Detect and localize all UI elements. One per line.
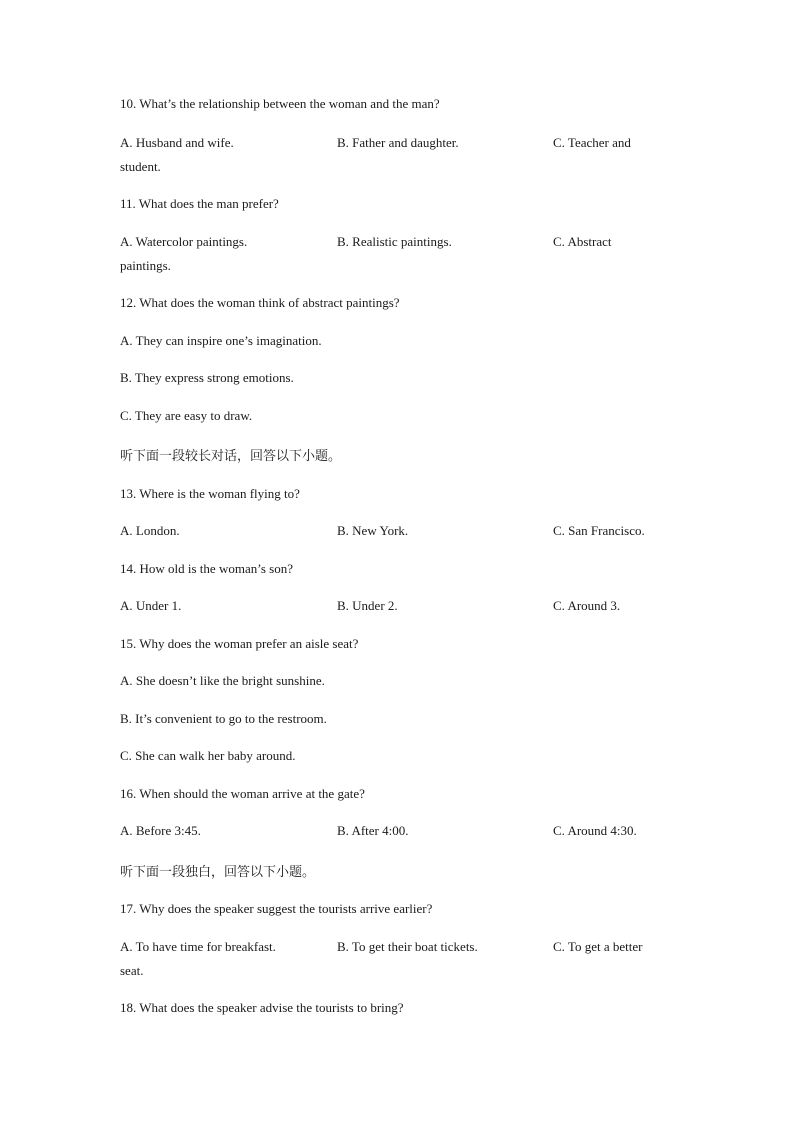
question-12-stem: 12. What does the woman think of abstract paintings? bbox=[120, 295, 400, 310]
question-15-option-c: C. She can walk her baby around. bbox=[120, 748, 296, 763]
question-11-option-c-continued: paintings. bbox=[120, 258, 171, 273]
question-18-stem: 18. What does the speaker advise the tourists to bring? bbox=[120, 1000, 404, 1015]
question-10-option-c-continued: student. bbox=[120, 159, 161, 174]
section-instruction-dialogue: 听下面一段较长对话，回答以下小题。 bbox=[120, 449, 342, 464]
question-11-option-a: A. Watercolor paintings. bbox=[120, 234, 248, 249]
question-12-option-a: A. They can inspire one’s imagination. bbox=[120, 333, 322, 348]
question-12-option-c: C. They are easy to draw. bbox=[120, 408, 253, 423]
question-10-option-b: B. Father and daughter. bbox=[337, 135, 459, 150]
question-15-option-a: A. She doesn’t like the bright sunshine. bbox=[120, 673, 325, 688]
question-15-stem: 15. Why does the woman prefer an aisle seat? bbox=[120, 636, 359, 651]
question-17-option-b: B. To get their boat tickets. bbox=[337, 939, 478, 954]
question-14-stem: 14. How old is the woman’s son? bbox=[120, 561, 293, 576]
question-17-option-c: C. To get a better bbox=[553, 939, 643, 954]
question-14-option-a: A. Under 1. bbox=[120, 598, 182, 613]
question-12-option-b: B. They express strong emotions. bbox=[120, 370, 294, 385]
question-16-stem: 16. When should the woman arrive at the gate? bbox=[120, 786, 365, 801]
question-13-option-c: C. San Francisco. bbox=[553, 523, 645, 538]
question-16-option-c: C. Around 4:30. bbox=[553, 823, 637, 838]
question-13-option-b: B. New York. bbox=[337, 523, 409, 538]
question-17-stem: 17. Why does the speaker suggest the tourists arrive earlier? bbox=[120, 901, 433, 916]
question-11-option-b: B. Realistic paintings. bbox=[337, 234, 452, 249]
question-17-option-a: A. To have time for breakfast. bbox=[120, 939, 276, 954]
question-16-option-b: B. After 4:00. bbox=[337, 823, 409, 838]
question-10-option-a: A. Husband and wife. bbox=[120, 135, 234, 150]
question-14-option-c: C. Around 3. bbox=[553, 598, 621, 613]
question-13-option-a: A. London. bbox=[120, 523, 180, 538]
question-14-option-b: B. Under 2. bbox=[337, 598, 398, 613]
question-11-stem: 11. What does the man prefer? bbox=[120, 196, 279, 211]
question-10-stem: 10. What’s the relationship between the woman and the man? bbox=[120, 96, 440, 111]
question-10-option-c: C. Teacher and bbox=[553, 135, 631, 150]
question-15-option-b: B. It’s convenient to go to the restroom. bbox=[120, 711, 327, 726]
question-16-option-a: A. Before 3:45. bbox=[120, 823, 201, 838]
section-instruction-monologue: 听下面一段独白，回答以下小题。 bbox=[120, 865, 316, 880]
question-11-option-c: C. Abstract bbox=[553, 234, 612, 249]
question-17-option-c-continued: seat. bbox=[120, 963, 144, 978]
question-13-stem: 13. Where is the woman flying to? bbox=[120, 486, 300, 501]
